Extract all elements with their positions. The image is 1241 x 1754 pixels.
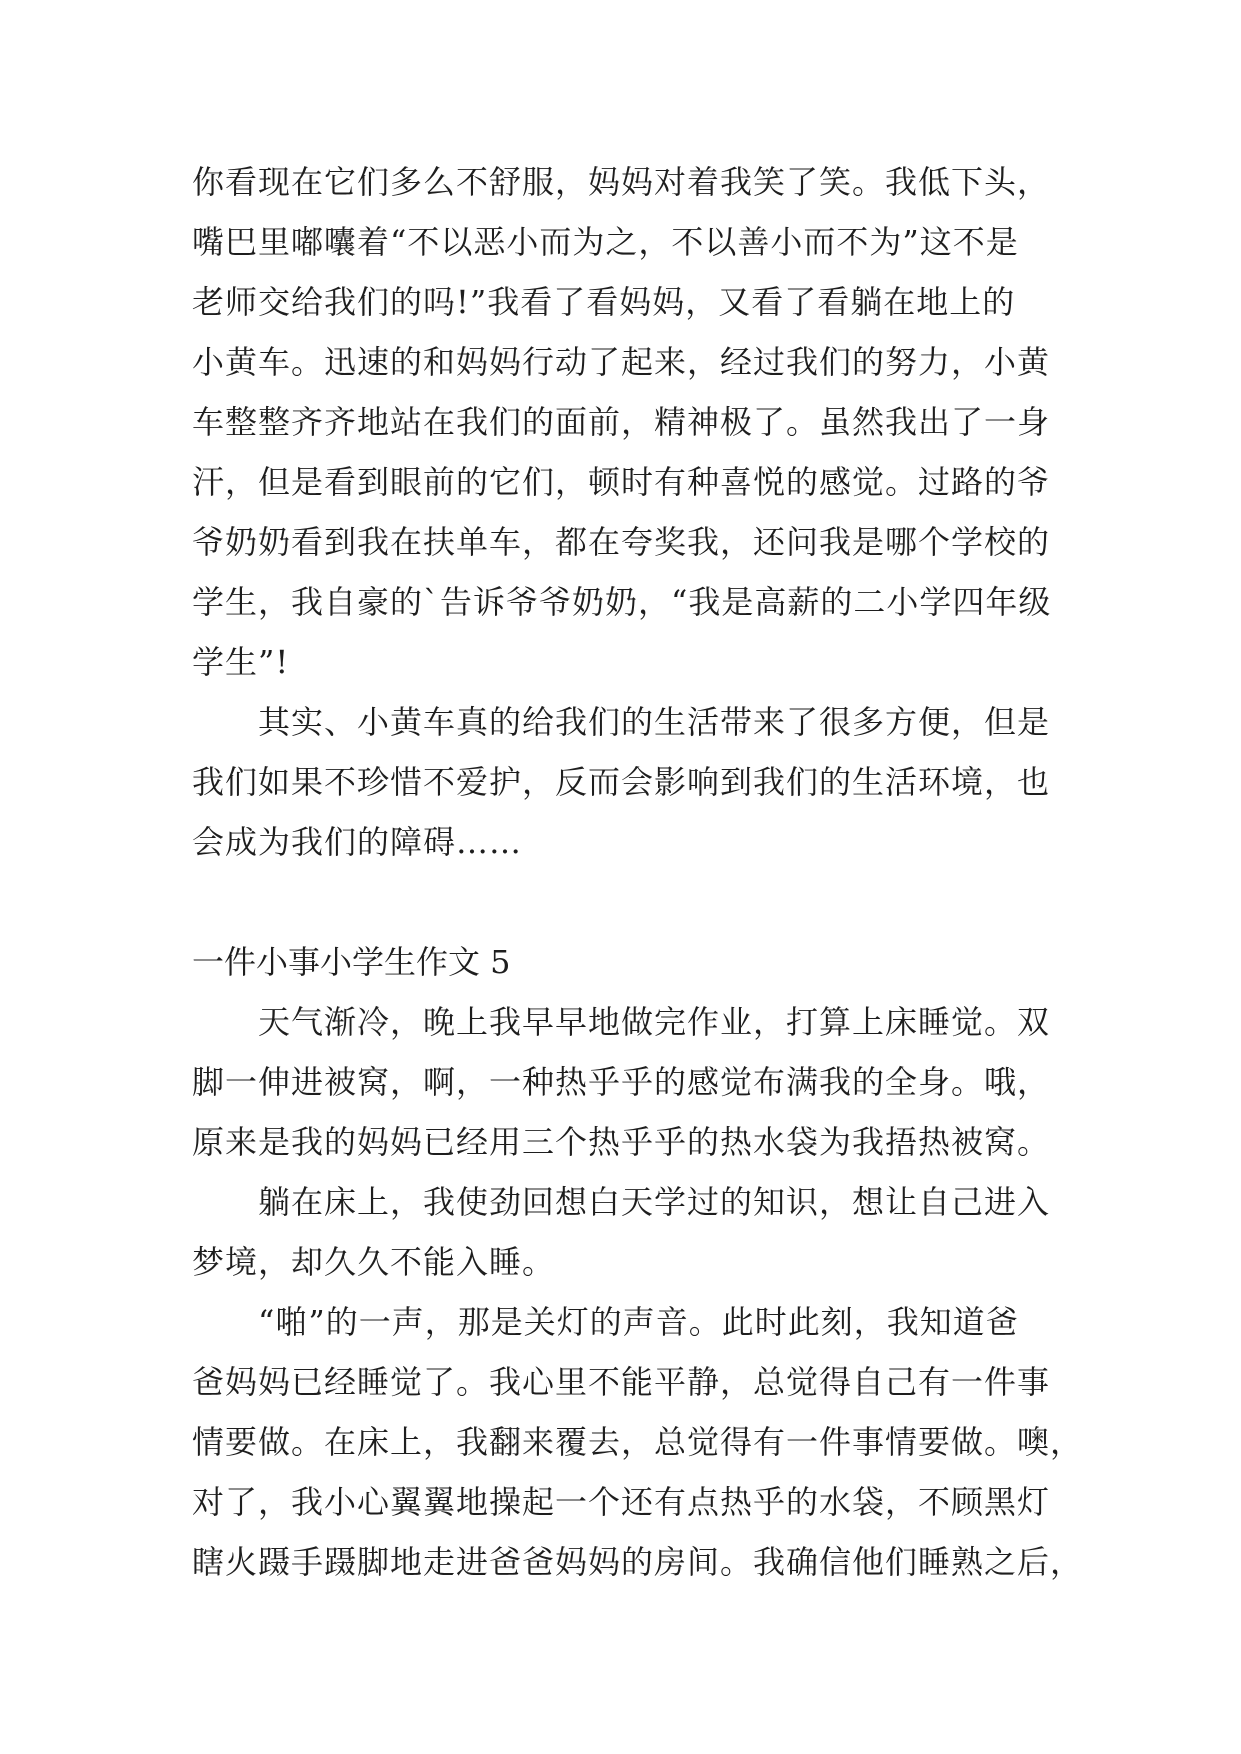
text-line: 小黄车。迅速的和妈妈行动了起来，经过我们的努力，小黄	[192, 343, 1051, 381]
text-line: 脚一伸进被窝，啊，一种热乎乎的感觉布满我的全身。哦，	[192, 1063, 1051, 1101]
text-line: 学生，我自豪的`告诉爷爷奶奶，“我是高薪的二小学四年级	[192, 583, 1052, 621]
text-line: 对了，我小心翼翼地操起一个还有点热乎的水袋，不顾黑灯	[192, 1483, 1051, 1521]
text-line: 爷奶奶看到我在扶单车，都在夸奖我，还问我是哪个学校的	[192, 523, 1051, 561]
text-line: 躺在床上，我使劲回想白天学过的知识，想让自己进入	[258, 1183, 1051, 1221]
text-line: 梦境，却久久不能入睡。	[192, 1243, 556, 1281]
text-line: 情要做。在床上，我翻来覆去，总觉得有一件事情要做。噢，	[192, 1423, 1084, 1461]
text-line: “啪”的一声，那是关灯的声音。此时此刻，我知道爸	[258, 1303, 1019, 1341]
text-line: 爸妈妈已经睡觉了。我心里不能平静，总觉得自己有一件事	[192, 1363, 1051, 1401]
text-line: 老师交给我们的吗!”我看了看妈妈，又看了看躺在地上的	[192, 283, 1016, 321]
text-line: 原来是我的妈妈已经用三个热乎乎的热水袋为我捂热被窝。	[192, 1123, 1051, 1161]
text-line: 其实、小黄车真的给我们的生活带来了很多方便，但是	[258, 703, 1051, 741]
text-line: 车整整齐齐地站在我们的面前，精神极了。虽然我出了一身	[192, 403, 1051, 441]
text-line: 天气渐冷，晚上我早早地做完作业，打算上床睡觉。双	[258, 1003, 1051, 1041]
text-line: 我们如果不珍惜不爱护，反而会影响到我们的生活环境，也	[192, 763, 1051, 801]
text-line: 嘴巴里嘟囔着“不以恶小而为之，不以善小而不为”这不是	[192, 223, 1019, 261]
text-line: 你看现在它们多么不舒服，妈妈对着我笑了笑。我低下头，	[192, 163, 1051, 201]
text-line: 瞎火蹑手蹑脚地走进爸爸妈妈的房间。我确信他们睡熟之后，	[192, 1543, 1084, 1581]
text-line: 学生”!	[192, 643, 290, 681]
text-line: 会成为我们的障碍……	[192, 823, 523, 861]
text-line: 汗，但是看到眼前的它们，顿时有种喜悦的感觉。过路的爷	[192, 463, 1051, 501]
section-heading: 一件小事小学生作文 5	[192, 943, 511, 981]
